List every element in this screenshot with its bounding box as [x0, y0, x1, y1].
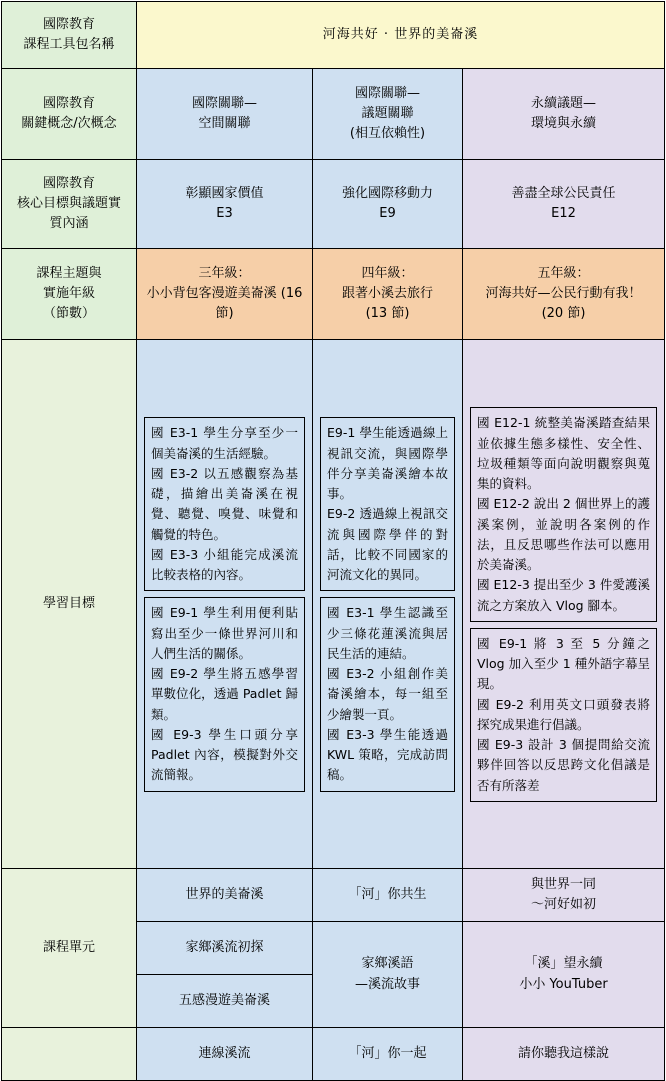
- goal-item: 國 E3-2 小組創作美崙溪繪本，每一組至少繪製一頁。: [327, 666, 448, 722]
- learning-goals-grade5: [463, 340, 665, 869]
- key-concept-grade3: [137, 69, 313, 160]
- theme-grade5: [463, 249, 665, 340]
- table-row-core-objectives: [2, 160, 665, 249]
- unit-grade5-2-line1: 「溪」望永續: [524, 956, 603, 972]
- goal-box: [144, 597, 305, 791]
- unit-grade3-1-line1: 世界的美崙溪: [185, 886, 264, 902]
- row-label-key-concepts: [2, 69, 137, 160]
- unit-grade3-2: [137, 922, 313, 975]
- row-label-toolkit-name: [2, 2, 137, 69]
- goal-item: 國 E9-3 設計 3 個提問給交流夥伴回答以反思跨文化倡議是否有所落差: [477, 737, 650, 793]
- goal-box: [470, 407, 657, 622]
- unit-grade5-2: [463, 922, 665, 1028]
- unit-grade3-3: [137, 975, 313, 1028]
- unit-grade4-1: [313, 869, 463, 922]
- core-objective-grade4-line1: 強化國際移動力: [341, 185, 433, 201]
- goal-item: 國 E9-2 利用英文口頭發表將探究成果進行倡議。: [477, 696, 650, 732]
- theme-grade5-line1: 五年級：: [537, 265, 590, 281]
- theme-grade4-line1: 四年級：: [361, 265, 414, 281]
- unit-grade4-1-line1: 「河」你共生: [348, 886, 427, 902]
- goal-item: 國 E9-3 學生口頭分享 Padlet 內容，模擬對外交流簡報。: [151, 726, 298, 783]
- core-objective-grade3-line1: 彰顯國家價值: [185, 185, 264, 201]
- goal-item: 國 E12-3 提出至少 3 件愛護溪流之方案放入 Vlog 腳本。: [477, 577, 650, 613]
- core-objective-grade4: [313, 160, 463, 249]
- key-concept-grade4-line3: (相互依賴性): [349, 126, 426, 142]
- core-objective-grade5-line1: 善盡全球公民責任: [511, 185, 616, 201]
- curriculum-table: [1, 1, 665, 1081]
- core-objective-grade5: [463, 160, 665, 249]
- goal-box: [320, 417, 455, 591]
- key-concept-grade4: [313, 69, 463, 160]
- goal-item: 國 E3-1 學生認識至少三條花蓮溪流與居民生活的連結。: [327, 605, 448, 661]
- core-objective-grade5-code: E12: [551, 206, 576, 221]
- table-row-units-4: [2, 1028, 665, 1081]
- goal-box: [320, 597, 455, 791]
- goal-box: [144, 417, 305, 591]
- theme-grade3-line1: 三年級：: [198, 265, 251, 281]
- toolkit-title: 河海共好 ‧ 世界的美崙溪: [137, 2, 665, 69]
- row-label-units: 課程單元: [2, 869, 137, 1028]
- goal-item: 國 E9-2 學生將五感學習單數位化，透過 Padlet 歸類。: [151, 666, 298, 722]
- themes-label-line2: 實施年級: [42, 285, 95, 301]
- unit-grade4-2-line1: 家鄉溪語: [361, 956, 414, 972]
- themes-label-line3: （節數）: [42, 306, 95, 322]
- unit-grade5-3-line1: 請你聽我這樣說: [517, 1045, 609, 1061]
- theme-grade5-line2: 河海共好—公民行動有我！: [485, 285, 642, 301]
- unit-grade3-3-line1: 五感漫遊美崙溪: [178, 992, 270, 1008]
- theme-grade5-line3: (20 節): [541, 306, 586, 322]
- goal-item: E9-2 透過線上視訊交流與國際學伴的對話，比較不同國家的河流文化的異同。: [327, 506, 448, 583]
- goal-item: 國 E3-2 以五感觀察為基礎，描繪出美崙溪在視覺、聽覺、嗅覺、味覺和觸覺的特色。: [151, 465, 298, 542]
- key-concept-grade4-line2: 議題關聯: [361, 105, 414, 121]
- table-row-learning-goals: [2, 340, 665, 869]
- goal-item: 國 E12-1 統整美崙溪踏查結果並依據生態多樣性、安全性、垃圾種類等面向說明觀察與蒐集的資料。: [477, 415, 650, 491]
- goal-item: 國 E9-1 將 3 至 5 分鐘之 Vlog 加入至少 1 種外語字幕呈現。: [477, 635, 650, 692]
- unit-grade3-2-line1: 家鄉溪流初探: [185, 939, 264, 955]
- core-objectives-label-line1: 國際教育: [42, 175, 95, 191]
- toolkit-name-label-line1: 國際教育: [42, 16, 95, 32]
- key-concept-grade3-line1: 國際關聯—: [191, 95, 257, 111]
- theme-grade3-line3: 節): [215, 306, 234, 322]
- table-row-themes: [2, 249, 665, 340]
- core-objective-grade4-code: E9: [379, 206, 396, 221]
- goal-item: 國 E3-1 學生分享至少一個美崙溪的生活經驗。: [151, 425, 298, 461]
- table-row-units-1: [2, 869, 665, 922]
- unit-grade4-2-line2: —溪流故事: [354, 976, 420, 992]
- core-objectives-label-line2: 核心目標與議題實: [16, 195, 121, 211]
- row-label-themes: [2, 249, 137, 340]
- unit-grade3-4: [137, 1028, 313, 1081]
- unit-grade3-4-line1: 連線溪流: [198, 1045, 251, 1061]
- theme-grade4: [313, 249, 463, 340]
- key-concept-grade3-line2: 空間關聯: [198, 116, 251, 131]
- theme-grade3-line2: 小小背包客漫遊美崙溪 (16: [146, 285, 303, 301]
- row-label-learning-goals: 學習目標: [2, 340, 137, 869]
- core-objective-grade3-code: E3: [216, 206, 233, 221]
- goal-item: 國 E3-3 學生能透過 KWL 策略，完成訪問稿。: [327, 726, 448, 783]
- key-concept-grade4-line1: 國際關聯—: [354, 85, 420, 101]
- table-row-toolkit-name: [2, 2, 665, 69]
- toolkit-name-label-line2: 課程工具包名稱: [23, 37, 115, 52]
- key-concepts-label-line1: 國際教育: [42, 95, 95, 111]
- document-page: [0, 1, 666, 1061]
- unit-grade5-1-line2: ～河好如初: [530, 897, 596, 912]
- unit-grade4-2: [313, 922, 463, 1028]
- goal-item: 國 E3-3 小組能完成溪流比較表格的內容。: [151, 546, 298, 583]
- key-concept-grade5: [463, 69, 665, 160]
- goal-item: 國 E9-1 學生利用便利貼寫出至少一條世界河川和人們生活的關係。: [151, 605, 298, 661]
- core-objectives-label-line3: 質內涵: [49, 216, 89, 232]
- table-row-key-concepts: [2, 69, 665, 160]
- row-label-units-spacer: [2, 1028, 137, 1081]
- row-label-core-objectives: [2, 160, 137, 249]
- goal-item: E9-1 學生能透過線上視訊交流，與國際學伴分享美崙溪繪本故事。: [327, 425, 448, 502]
- theme-grade3: [137, 249, 313, 340]
- unit-grade4-3-line1: 「河」你一起: [348, 1045, 427, 1061]
- unit-grade4-3: [313, 1028, 463, 1081]
- unit-grade5-1-line1: 與世界一同: [530, 876, 596, 892]
- themes-label-line1: 課程主題與: [36, 265, 102, 281]
- unit-grade5-2-line2: 小小 YouTuber: [519, 976, 608, 992]
- goal-item: 國 E12-2 說出 2 個世界上的護溪案例，並說明各案例的作法，且反思哪些作法可以應用於美崙溪。: [477, 496, 650, 572]
- goal-box: [470, 628, 657, 802]
- theme-grade4-line2: 跟著小溪去旅行: [341, 285, 433, 301]
- learning-goals-grade3: [137, 340, 313, 869]
- unit-grade3-1: [137, 869, 313, 922]
- key-concepts-label-line2: 關鍵概念/次概念: [21, 116, 117, 131]
- unit-grade5-3: [463, 1028, 665, 1081]
- theme-grade4-line3: (13 節): [365, 306, 410, 322]
- learning-goals-grade4: [313, 340, 463, 869]
- core-objective-grade3: [137, 160, 313, 249]
- unit-grade5-1: [463, 869, 665, 922]
- key-concept-grade5-line1: 永續議題—: [530, 95, 596, 111]
- key-concept-grade5-line2: 環境與永續: [530, 116, 596, 131]
